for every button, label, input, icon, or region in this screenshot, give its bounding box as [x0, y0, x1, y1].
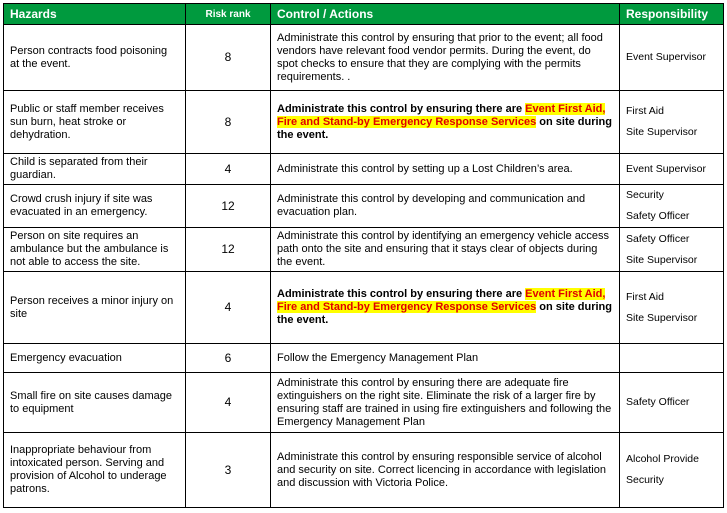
- risk-rank-cell: 4: [186, 154, 271, 185]
- table-row: [4, 228, 724, 272]
- header-hazards: Hazards: [4, 4, 186, 25]
- responsibility-cell: [620, 344, 724, 373]
- header-responsibility: Responsibility: [620, 4, 724, 25]
- responsibility-line: Safety Officer: [626, 396, 690, 408]
- risk-rank-cell: 12: [186, 228, 271, 272]
- hazard-cell: Small fire on site causes damage to equipment: [4, 373, 186, 433]
- action-text: Administrate this control by ensuring there are: [277, 102, 526, 115]
- responsibility-line: Security: [626, 474, 664, 486]
- action-text: on site during the event.: [277, 115, 612, 141]
- responsibility-line: Event Supervisor: [626, 51, 706, 63]
- action-cell: Administrate this control by setting up a Lost Children’s area.: [271, 154, 620, 185]
- hazard-cell: Inappropriate behaviour from intoxicated person. Serving and provision of Alcohol to underage patrons.: [4, 433, 186, 508]
- hazard-cell: Public or staff member receives sun burn, heat stroke or dehydration.: [4, 91, 186, 154]
- responsibility-line: First Aid: [626, 105, 664, 117]
- responsibility-line: Site Supervisor: [626, 253, 698, 266]
- responsibility-line: First Aid: [626, 290, 664, 303]
- risk-rank-cell: 4: [186, 373, 271, 433]
- table-row: [4, 272, 724, 344]
- table-row: [4, 185, 724, 228]
- responsibility-line: Security: [626, 189, 664, 201]
- action-cell: Administrate this control by ensuring there are adequate fire extinguishers on the right site. Eliminate the risk of a larger fire by ensuring staff are trained in using fire extinguishers and following the Emergency Management Plan: [271, 373, 620, 433]
- responsibility-cell: [620, 185, 724, 228]
- responsibility-cell: [620, 25, 724, 91]
- hazard-cell: Child is separated from their guardian.: [4, 154, 186, 185]
- risk-rank-cell: 8: [186, 91, 271, 154]
- header-row: [4, 4, 724, 25]
- action-text: on site during the event.: [277, 301, 612, 326]
- hazard-cell: Emergency evacuation: [4, 344, 186, 373]
- action-cell: Administrate this control by identifying an emergency vehicle access path onto the site and ensuring that it stays clear of objects during the event.: [271, 228, 620, 272]
- action-cell: Administrate this control by ensuring responsible service of alcohol and security on site. Correct licencing in accordance with legislation and discussion with Victoria Police.: [271, 433, 620, 508]
- hazard-cell: Crowd crush injury if site was evacuated in an emergency.: [4, 185, 186, 228]
- table-row: [4, 25, 724, 91]
- table-row: [4, 154, 724, 185]
- table-row: [4, 373, 724, 433]
- hazard-cell: Person on site requires an ambulance but the ambulance is not able to access the site.: [4, 228, 186, 272]
- action-cell: [271, 91, 620, 154]
- table-row: [4, 433, 724, 508]
- risk-rank-cell: 3: [186, 433, 271, 508]
- action-cell: Administrate this control by ensuring that prior to the event; all food vendors have relevant food vendor permits. During the event, do spot checks to ensure that they are complying with the permits requirements. .: [271, 25, 620, 91]
- responsibility-cell: [620, 272, 724, 344]
- header-risk-rank: Risk rank: [186, 4, 271, 25]
- highlighted-services: Event First Aid, Fire and Stand-by Emergency Response Services: [277, 102, 606, 128]
- responsibility-cell: [620, 91, 724, 154]
- risk-rank-cell: 12: [186, 185, 271, 228]
- risk-rank-cell: 6: [186, 344, 271, 373]
- action-text: Administrate this control by ensuring there are: [277, 288, 526, 300]
- hazard-cell: Person contracts food poisoning at the event.: [4, 25, 186, 91]
- action-cell: Administrate this control by developing and communication and evacuation plan.: [271, 185, 620, 228]
- action-cell: [271, 272, 620, 344]
- responsibility-line: Event Supervisor: [626, 162, 706, 175]
- table-row: [4, 91, 724, 154]
- responsibility-cell: [620, 228, 724, 272]
- risk-table: [3, 3, 724, 508]
- risk-rank-cell: 4: [186, 272, 271, 344]
- responsibility-line: Safety Officer: [626, 232, 690, 245]
- responsibility-cell: [620, 373, 724, 433]
- responsibility-cell: [620, 433, 724, 508]
- header-actions: Control / Actions: [271, 4, 620, 25]
- responsibility-line: Alcohol Provide: [626, 453, 699, 465]
- responsibility-line: Safety Officer: [626, 210, 690, 222]
- risk-rank-cell: 8: [186, 25, 271, 91]
- highlighted-services: Event First Aid, Fire and Stand-by Emergency Response Services: [277, 288, 606, 313]
- responsibility-line: Site Supervisor: [626, 311, 698, 324]
- responsibility-line: Site Supervisor: [626, 126, 698, 138]
- responsibility-cell: [620, 154, 724, 185]
- action-cell: Follow the Emergency Management Plan: [271, 344, 620, 373]
- hazard-cell: Person receives a minor injury on site: [4, 272, 186, 344]
- table-row: [4, 344, 724, 373]
